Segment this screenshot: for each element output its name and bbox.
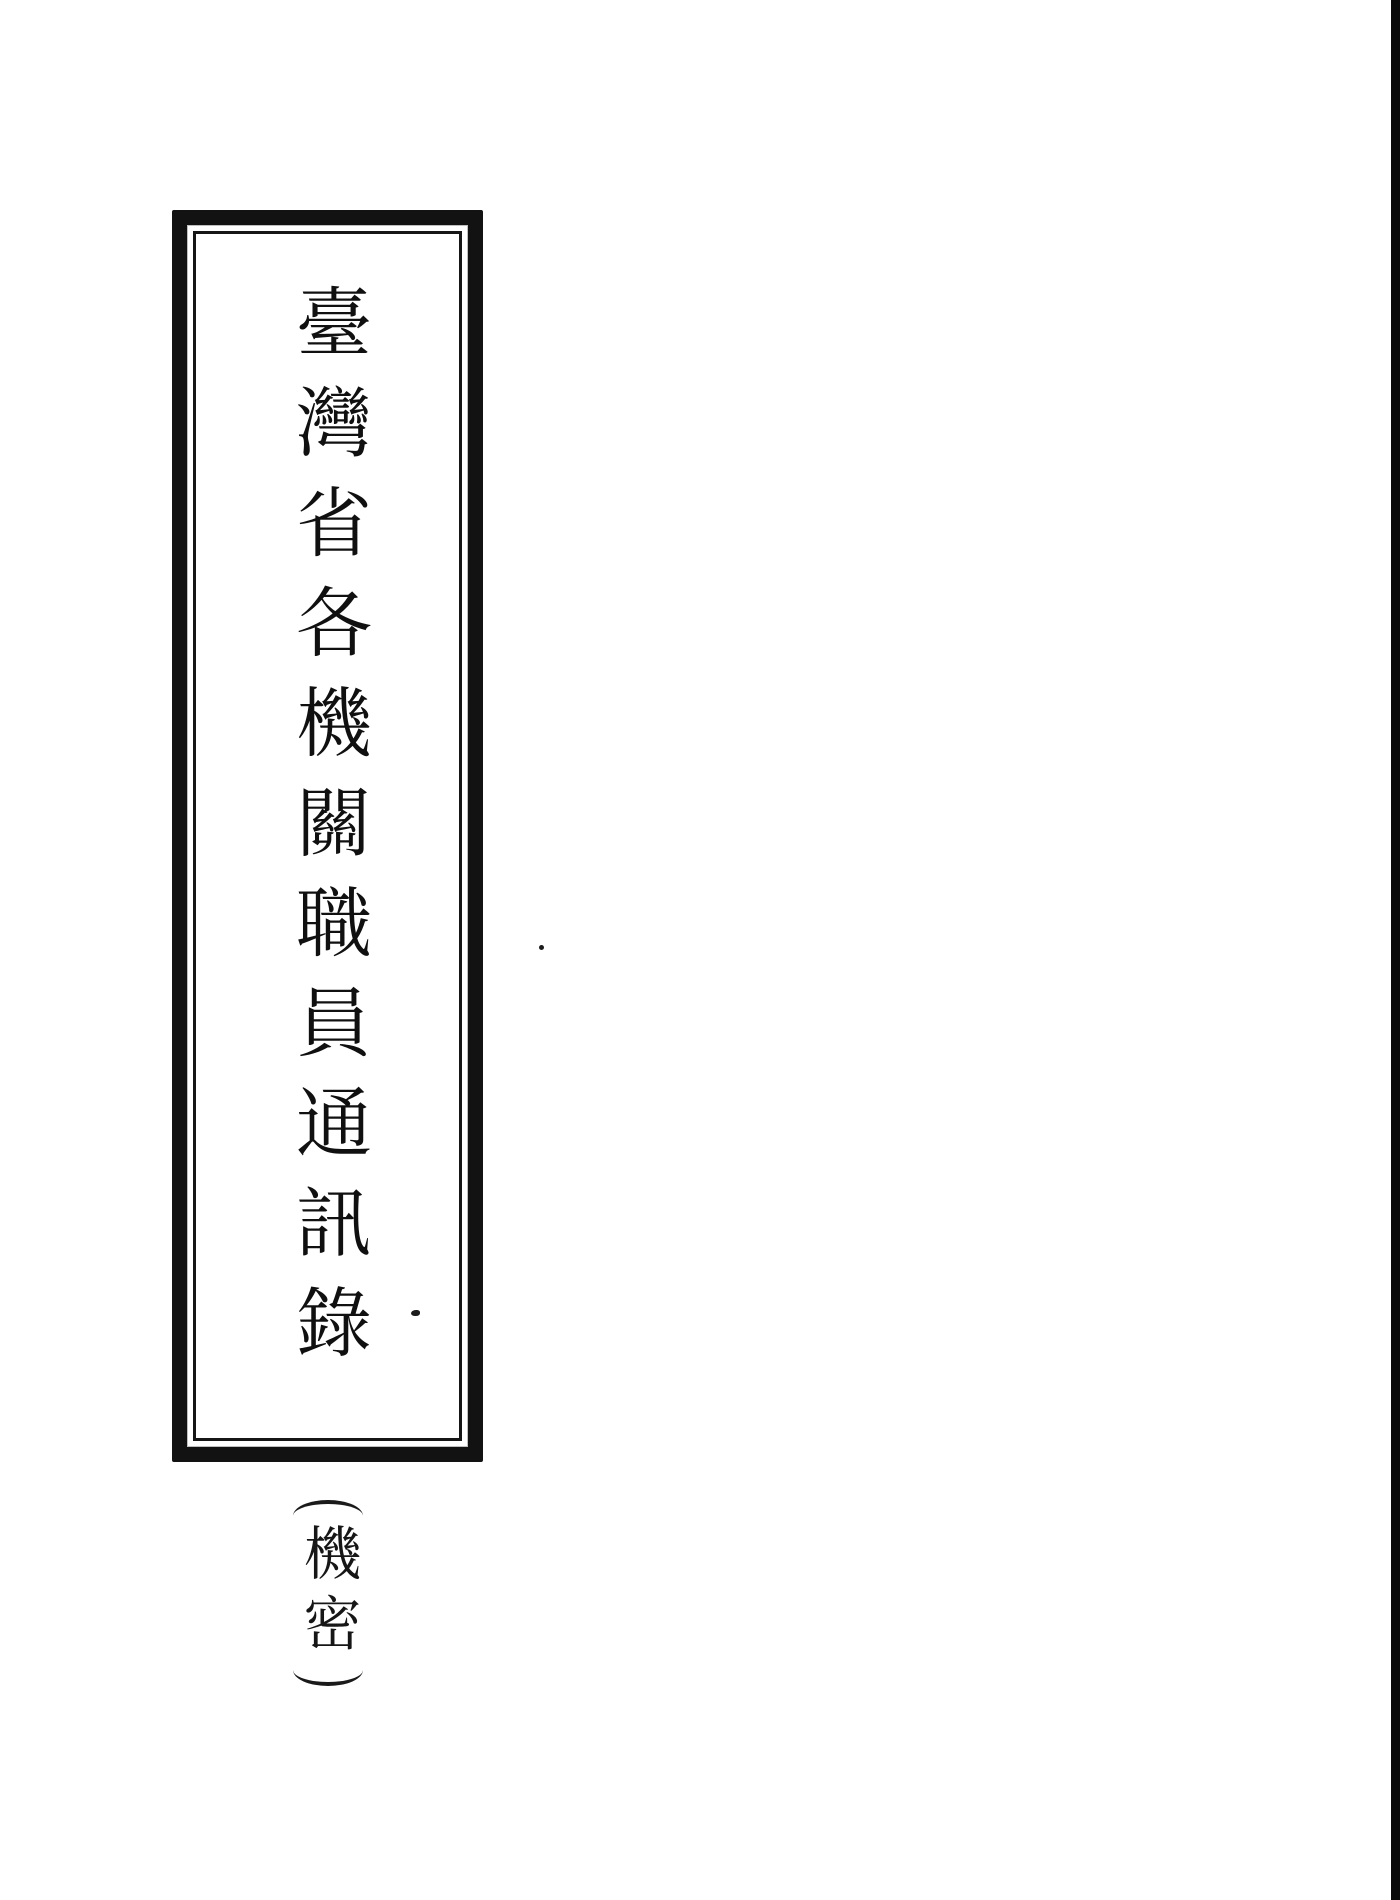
open-paren-glyph [293, 1500, 363, 1516]
close-paren-glyph [293, 1670, 363, 1686]
scan-edge-strip [1391, 0, 1400, 1900]
ink-speck [539, 945, 544, 950]
ink-speck [411, 1310, 420, 1316]
classification-label: 機密 [293, 1523, 362, 1663]
book-title-vertical: 臺灣省各機關職員通訊錄 [283, 283, 373, 1383]
classification-block [172, 1500, 483, 1686]
title-frame-border [172, 210, 483, 1462]
